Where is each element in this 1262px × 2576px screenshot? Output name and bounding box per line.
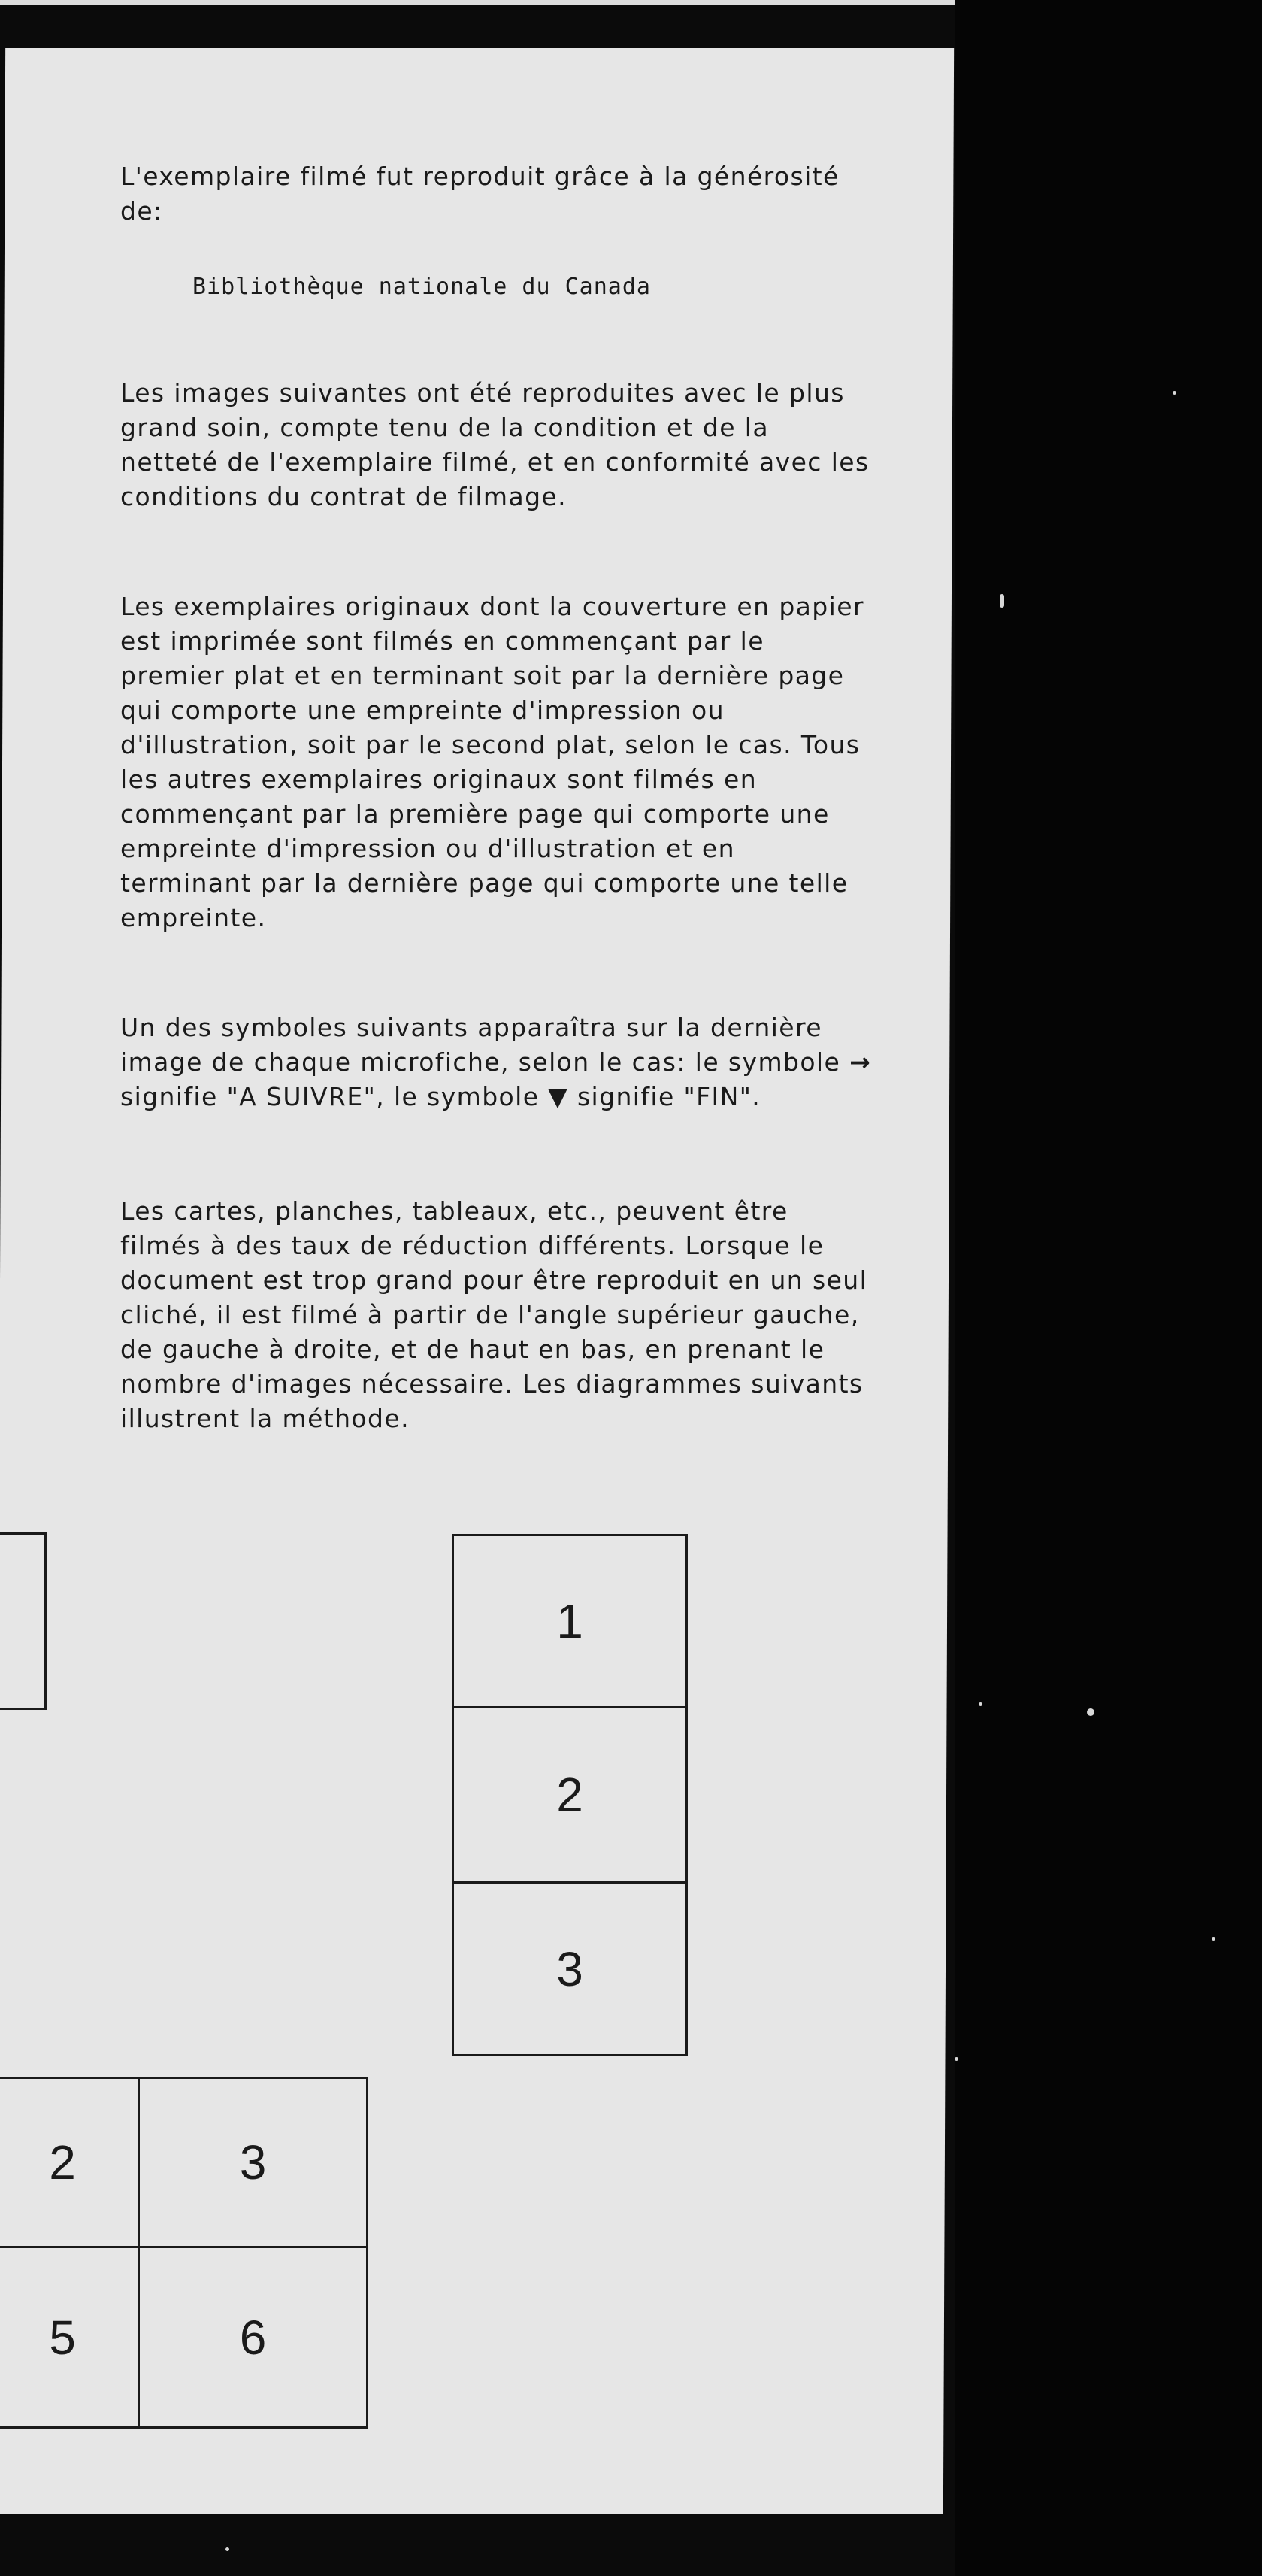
- library-name: Bibliothèque nationale du Canada: [192, 274, 651, 300]
- diagram-cell-1: 1: [452, 1534, 688, 1708]
- diagram-cell-3: 3: [452, 1881, 688, 2056]
- grid-cell-2: 2: [0, 2077, 140, 2248]
- paragraph-reduction-method: Les cartes, planches, tableaux, etc., peuvent être filmés à des taux de réduction différents. Lorsque le document est trop grand pour être reproduit en un seul cliché, il est filmé à partir de l'angle supérieur gauche, de gauche à droite, et de haut en bas, en prenant le nombre d'images nécessaire. Les diagrammes suivants illustrent la méthode.: [120, 1196, 868, 1433]
- paragraph-symbols: [120, 1011, 872, 1114]
- grid-cell-3: 3: [138, 2077, 368, 2248]
- diagram-cell-2: 2: [452, 1706, 688, 1884]
- paragraph-reproduction-care: Les images suivantes ont été reproduites avec le plus grand soin, compte tenu de la condition et de la netteté de l'exemplaire filmé, et en conformité avec les conditions du contrat de filmage.: [120, 378, 870, 511]
- film-speck: [955, 2057, 958, 2061]
- film-speck: [1173, 391, 1176, 395]
- grid-cell-5: 5: [0, 2246, 140, 2429]
- acknowledgment-text: L'exemplaire filmé fut reproduit grâce à la générosité de:: [120, 162, 840, 226]
- film-speck: [1000, 594, 1004, 608]
- diagram-fragment-cell: [0, 1532, 47, 1710]
- symbols-text-b: signifie "A SUIVRE", le symbole: [120, 1082, 549, 1111]
- symbols-text-a: Un des symboles suivants apparaîtra sur la dernière image de chaque microfiche, selon le cas: le symbole: [120, 1013, 850, 1077]
- film-speck: [225, 2547, 229, 2551]
- film-speck: [979, 1702, 982, 1706]
- triangle-down-icon: ▼: [548, 1082, 569, 1111]
- symbols-text-c: signifie "FIN".: [568, 1082, 761, 1111]
- paragraph-filming-order: Les exemplaires originaux dont la couverture en papier est imprimée sont filmés en commençant par le premier plat et en terminant soit par la dernière page qui comporte une empreinte d'impression ou d'illustration, soit par le second plat, selon le cas. Tous les autres exemplaires originaux sont filmés en commençant par la première page qui comporte une empreinte d'impression ou d'illustration et en terminant par la dernière page qui comporte une telle empreinte.: [120, 592, 864, 932]
- film-speck: [1212, 1937, 1215, 1941]
- arrow-right-icon: →: [849, 1047, 872, 1077]
- film-margin: [955, 0, 1262, 2576]
- film-speck: [1087, 1708, 1094, 1716]
- grid-cell-6: 6: [138, 2246, 368, 2429]
